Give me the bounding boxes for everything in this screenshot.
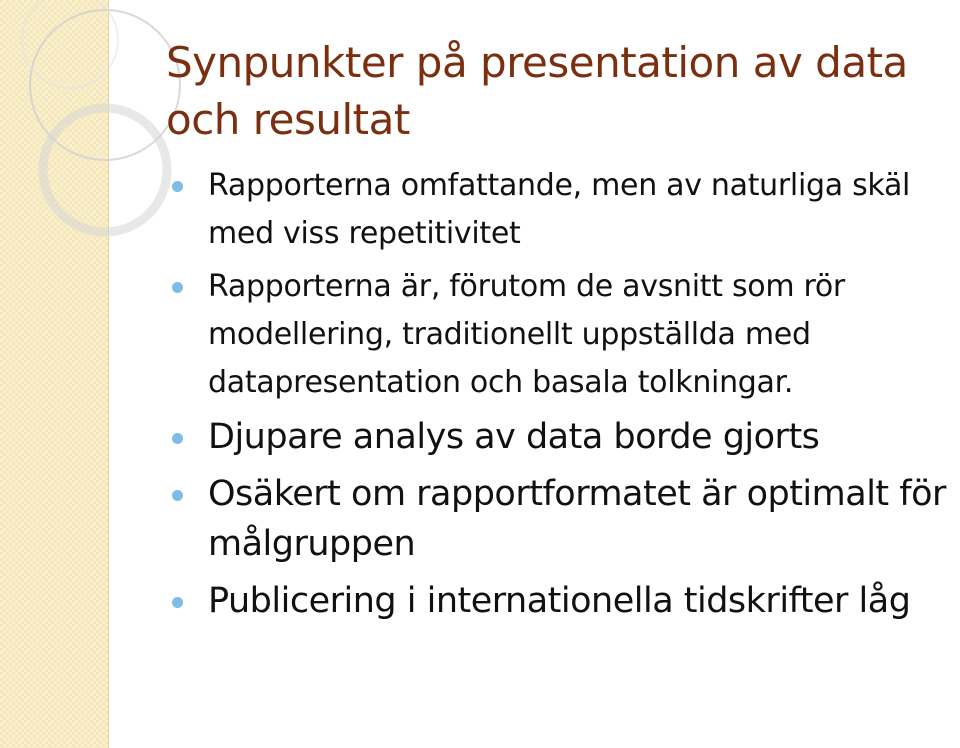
- bullet-item: [168, 263, 958, 407]
- bullet-text: Osäkert om rapportformatet är optimalt för målgruppen: [208, 474, 946, 564]
- bullet-dot-icon: [172, 597, 183, 608]
- bullet-text: Rapporterna omfattande, men av naturliga skäl med viss repetitivitet: [208, 168, 911, 251]
- bullet-text: Djupare analys av data borde gjorts: [208, 417, 820, 457]
- bullet-item: [168, 576, 958, 626]
- bullet-list: [168, 162, 958, 633]
- slide-title: Synpunkter på presentation av data och resultat: [166, 38, 908, 144]
- bullet-dot-icon: [172, 490, 183, 501]
- decorative-circle-medium: [43, 108, 167, 232]
- bullet-text: Rapporterna är, förutom de avsnitt som rör modellering, traditionellt uppställda med datapresentation och basala tolkningar.: [208, 269, 845, 400]
- bullet-dot-icon: [172, 282, 183, 293]
- bullet-item: [168, 162, 958, 258]
- bullet-text: Publicering i internationella tidskrifter låg: [208, 581, 911, 621]
- bullet-item: [168, 469, 958, 569]
- decorative-circle-small: [22, 0, 118, 88]
- bullet-dot-icon: [172, 181, 183, 192]
- bullet-dot-icon: [172, 433, 183, 444]
- bullet-item: [168, 412, 958, 462]
